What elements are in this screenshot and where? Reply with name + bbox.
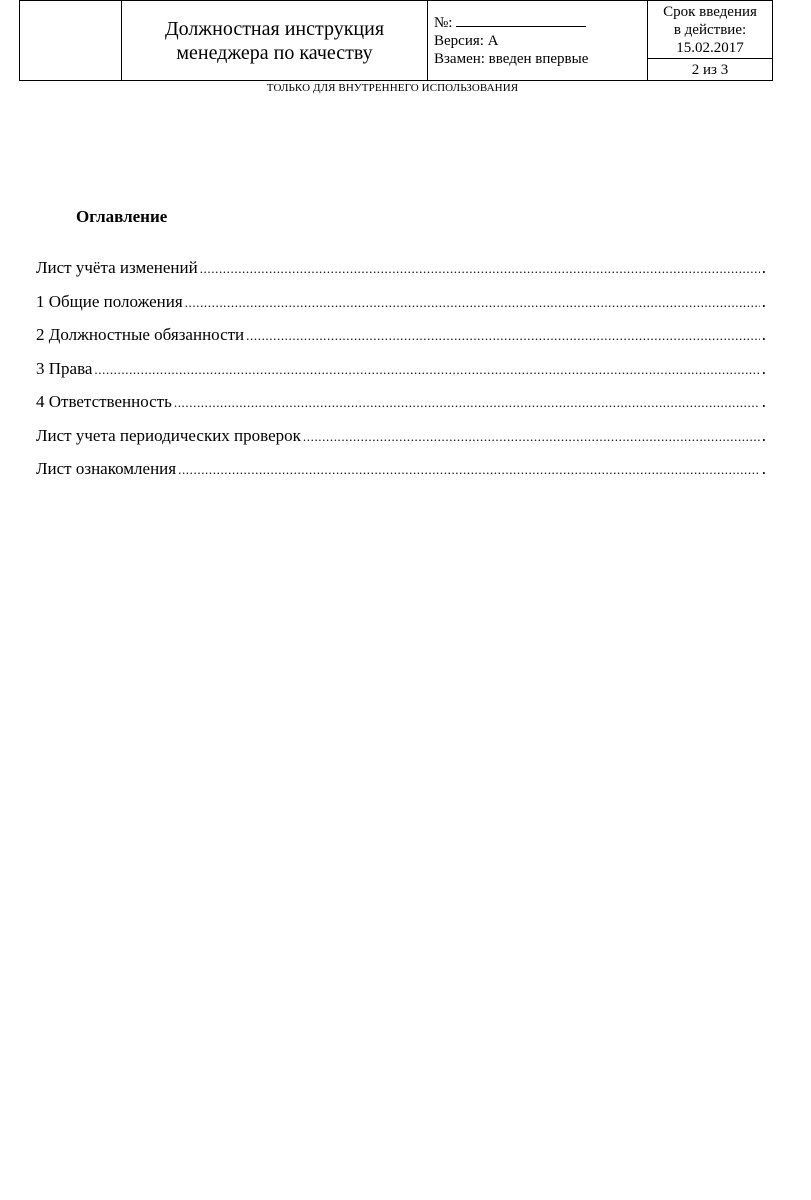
toc-leader-dots <box>200 257 760 280</box>
effective-date: 15.02.2017 <box>676 39 744 56</box>
toc-item-label: 2 Должностные обязанности <box>36 325 245 344</box>
document-title <box>122 1 428 81</box>
toc-leader-dots <box>174 391 760 414</box>
toc-item-label: Лист ознакомления <box>36 459 177 478</box>
effective-date-cell <box>648 1 773 59</box>
document-title-line2: менеджера по качеству <box>176 41 373 64</box>
toc-item-label: Лист учёта изменений <box>36 258 198 277</box>
toc-end-mark: . <box>761 291 766 311</box>
logo-placeholder <box>20 1 122 81</box>
toc-item-label: 1 Общие положения <box>36 291 183 311</box>
document-meta <box>428 1 648 81</box>
number-blank-line <box>456 14 586 27</box>
toc-item[interactable] <box>36 257 766 291</box>
toc-item-label: Лист учета периодических проверок <box>36 425 301 445</box>
number-label: №: <box>434 14 453 31</box>
toc-leader-dots <box>94 358 759 381</box>
toc-end-mark: . <box>761 325 766 344</box>
toc-item-label: 3 Права <box>36 358 93 378</box>
toc-leader-dots <box>303 425 760 448</box>
toc-leader-dots <box>185 291 760 314</box>
toc-item[interactable] <box>36 291 766 325</box>
toc-item[interactable] <box>36 324 766 358</box>
toc-item[interactable] <box>36 391 766 425</box>
toc-end-mark: . <box>761 358 766 378</box>
toc-leader-dots <box>246 324 760 347</box>
toc-item-label: 4 Ответственность <box>36 392 172 411</box>
internal-use-note: ТОЛЬКО ДЛЯ ВНУТРЕННЕГО ИСПОЛЬЗОВАНИЯ <box>266 82 519 94</box>
toc-item[interactable] <box>36 425 766 459</box>
effective-label-line2: в действие: <box>673 21 747 38</box>
toc-leader-dots <box>178 458 760 481</box>
toc-end-mark: . <box>761 425 766 445</box>
document-title-line1: Должностная инструкция <box>164 17 385 40</box>
toc-item[interactable] <box>36 358 766 392</box>
toc-end-mark: . <box>761 392 766 411</box>
page-counter: 2 из 3 <box>648 59 773 81</box>
toc-list <box>36 257 766 492</box>
document-header <box>19 0 773 81</box>
toc-title: Оглавление <box>76 207 168 226</box>
toc-end-mark: . <box>761 258 766 277</box>
effective-label-line1: Срок введения <box>663 3 757 20</box>
version-text: Версия: А <box>434 32 499 49</box>
number-row <box>434 14 647 32</box>
replaces-text: Взамен: введен впервые <box>434 50 589 67</box>
toc-end-mark: . <box>761 459 766 478</box>
toc-item[interactable] <box>36 458 766 492</box>
